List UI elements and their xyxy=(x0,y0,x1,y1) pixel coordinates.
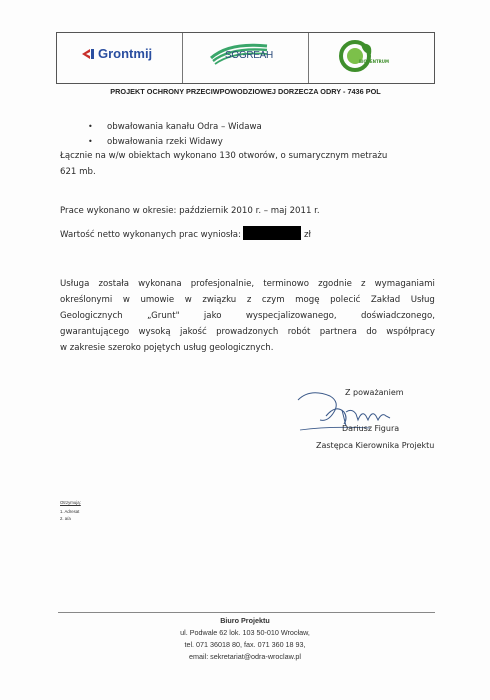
biocentrum-wordmark: BIOCENTRUM xyxy=(359,59,389,64)
word: wykonana xyxy=(138,279,182,289)
signature-block xyxy=(290,382,440,462)
distribution-item: 1. Adresat xyxy=(60,509,80,514)
work-value xyxy=(60,226,435,243)
word: zgodnie xyxy=(318,279,352,289)
word: do xyxy=(366,327,377,337)
grontmij-wordmark: Grontmij xyxy=(98,46,153,61)
word: robót xyxy=(287,327,311,337)
recommendation-line: w zakresie szeroko pojętych usług geologicznych. xyxy=(60,343,274,353)
word: „Grunt" xyxy=(147,311,180,321)
redacted-amount xyxy=(243,226,301,240)
signatory-name: Dariusz Figura xyxy=(342,424,400,433)
footer-phone: tel. 071 36018 80, fax. 071 360 18 93, xyxy=(184,640,306,649)
word: z xyxy=(360,279,366,289)
word: prowadzonych xyxy=(216,327,279,337)
word: doświadczonego, xyxy=(360,311,435,321)
footer-email: email: sekretariat@odra-wroclaw.pl xyxy=(189,652,301,661)
footer-divider xyxy=(58,612,435,613)
footer-address: ul. Podwale 62 lok. 103 50-010 Wrocław, xyxy=(180,628,310,637)
word: profesjonalnie, xyxy=(190,279,255,289)
work-value-label: Wartość netto wykonanych prac wyniosła: xyxy=(60,230,241,240)
sogreah-wordmark: SOGREAH xyxy=(225,50,273,61)
word: gwarantującego xyxy=(60,327,130,337)
document-page: Grontmij SOGREAH BIOCENTRUM PROJEKT OCHRONY PRZECIWPOWODZIOWEJ DORZECZA ODRY - 7436 POL • obwałowania kanału Odra – Widawa • obwałowania rzeki Widawy Łącznie na w/w obiektach wykonano 130 otworów, o sumarycznym metrażu 621 mb. Prace wykonano w okresie: październik 2010 r. – maj 2011 r. Wartość netto wykonanych prac wyniosła: zł Usługa została wykonana profesjonalnie, terminowo zgodnie z wymaganiami określonymi w umowie w związku z czym mogę polecić Zakład Usług Geologicznych „Grunt" jako wyspecjalizowanego, doświadczonego, gwarantującego wysoką jakość prowadzonych robót partnera do współpracy w zakresie szeroko pojętych usług geologicznych. Z poważaniem Dariusz Figura Zastępca Kierownika Projektu Otrzymują: 1. Adresat 2. a/a Biuro Projektu ul. Podwale 62 lok. 103 50-010 Wrocław, tel. 071 36018 80, fax. 071 360 18 93, email: sekretariat@odra-wroclaw.pl xyxy=(0,0,490,700)
word: została xyxy=(98,279,130,289)
summary-line-1: Łącznie na w/w obiektach wykonano 130 otworów, o sumarycznym metrażu xyxy=(60,151,388,161)
word: związku xyxy=(202,295,237,305)
footer-title: Biuro Projektu xyxy=(220,616,270,625)
word: partnera xyxy=(319,327,357,337)
recommendation-line xyxy=(60,324,435,340)
summary-line-2: 621 mb. xyxy=(60,167,96,177)
recommendation-line xyxy=(60,292,435,308)
biocentrum-leaf-icon xyxy=(337,38,377,74)
word: Zakład xyxy=(370,295,401,305)
word: wymaganiami xyxy=(374,279,435,289)
recommendation-line xyxy=(60,276,435,292)
word: jako xyxy=(203,311,222,321)
summary-paragraph xyxy=(60,148,435,180)
closing-phrase: Z poważaniem xyxy=(345,388,404,397)
signatory-position: Zastępca Kierownika Projektu xyxy=(316,441,435,450)
word: Geologicznych xyxy=(60,311,123,321)
recommendation-line xyxy=(60,308,435,324)
work-period: Prace wykonano w okresie: październik 2010 r. – maj 2011 r. xyxy=(60,206,320,216)
word: terminowo xyxy=(263,279,310,289)
currency-unit: zł xyxy=(303,230,311,240)
word: jakość xyxy=(179,327,207,337)
word: wyspecjalizowanego, xyxy=(245,311,337,321)
word: wysoką xyxy=(138,327,171,337)
word: określonymi xyxy=(60,295,113,305)
grontmij-mark-icon xyxy=(81,48,95,60)
word: Usługa xyxy=(60,279,90,289)
bullet-icon: • xyxy=(88,122,93,131)
word: umowie xyxy=(140,295,175,305)
word: polecić xyxy=(330,295,361,305)
distribution-title: Otrzymują: xyxy=(60,500,81,505)
word: w xyxy=(122,295,130,305)
distribution-item: 2. a/a xyxy=(60,516,71,521)
word: z xyxy=(246,295,252,305)
word: w xyxy=(184,295,192,305)
word: współpracy xyxy=(386,327,435,337)
word: mogę xyxy=(295,295,320,305)
word: czym xyxy=(261,295,285,305)
bullet-icon: • xyxy=(88,137,93,146)
project-title: PROJEKT OCHRONY PRZECIWPOWODZIOWEJ DORZECZA ODRY - 7436 POL xyxy=(56,83,435,100)
grontmij-logo xyxy=(81,46,152,61)
recommendation-paragraph xyxy=(60,276,435,356)
word: Usług xyxy=(410,295,435,305)
